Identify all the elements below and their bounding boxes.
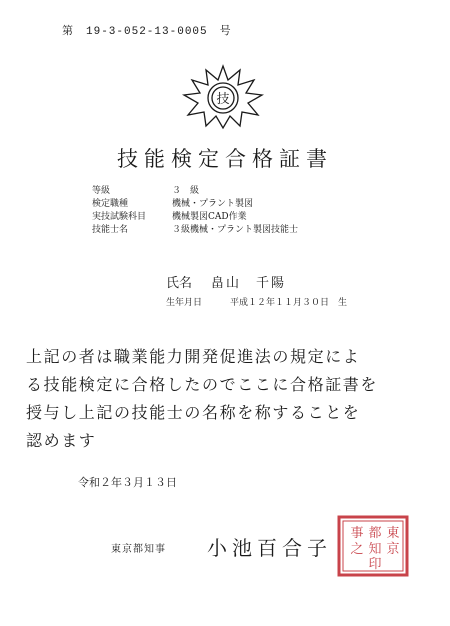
certificate-title: 技能検定合格証書 [117,147,333,171]
svg-text:之: 之 [350,542,364,557]
svg-text:知: 知 [368,542,382,557]
holder-dob: 平成１２年１１月３０日 生 [230,298,348,308]
svg-text:事: 事 [350,526,364,541]
issuer-title: 東京都知事 [111,544,166,555]
body-line: 認めます [26,431,97,450]
field-label: 等級 [92,186,111,196]
name-label: 氏名 [166,276,193,291]
certificate-number: 第 19-3-052-13-0005 号 [62,26,232,38]
body-line: る技能検定に合格したのでここに合格証書を [26,375,379,394]
svg-text:印: 印 [368,557,382,572]
field-label: 検定職種 [92,199,129,209]
issue-date: 令和２年３月１３日 [78,476,177,489]
body-line: 上記の者は職業能力開発促進法の規定によ [26,347,361,366]
emblem-icon [180,62,266,132]
issuer-name: 小池百合子 [207,536,332,560]
svg-text:都: 都 [368,526,382,541]
field-value: ３級機械・プラント製図技能士 [172,225,299,235]
emblem-letter: 技 [216,92,230,107]
svg-text:京: 京 [386,542,400,557]
official-seal-icon [337,515,409,577]
dob-label: 生年月日 [166,298,203,308]
field-value: 機械製図CAD作業 [172,212,247,222]
svg-text:東: 東 [386,526,400,541]
field-label: 実技試験科目 [92,212,147,222]
holder-name: 畠山 千陽 [211,276,287,291]
body-line: 授与し上記の技能士の名称を称することを [26,403,361,422]
field-value: 機械・プラント製図 [172,199,254,209]
field-label: 技能士名 [92,225,129,235]
certificate-body [26,343,410,455]
field-value: ３ 級 [172,186,200,196]
